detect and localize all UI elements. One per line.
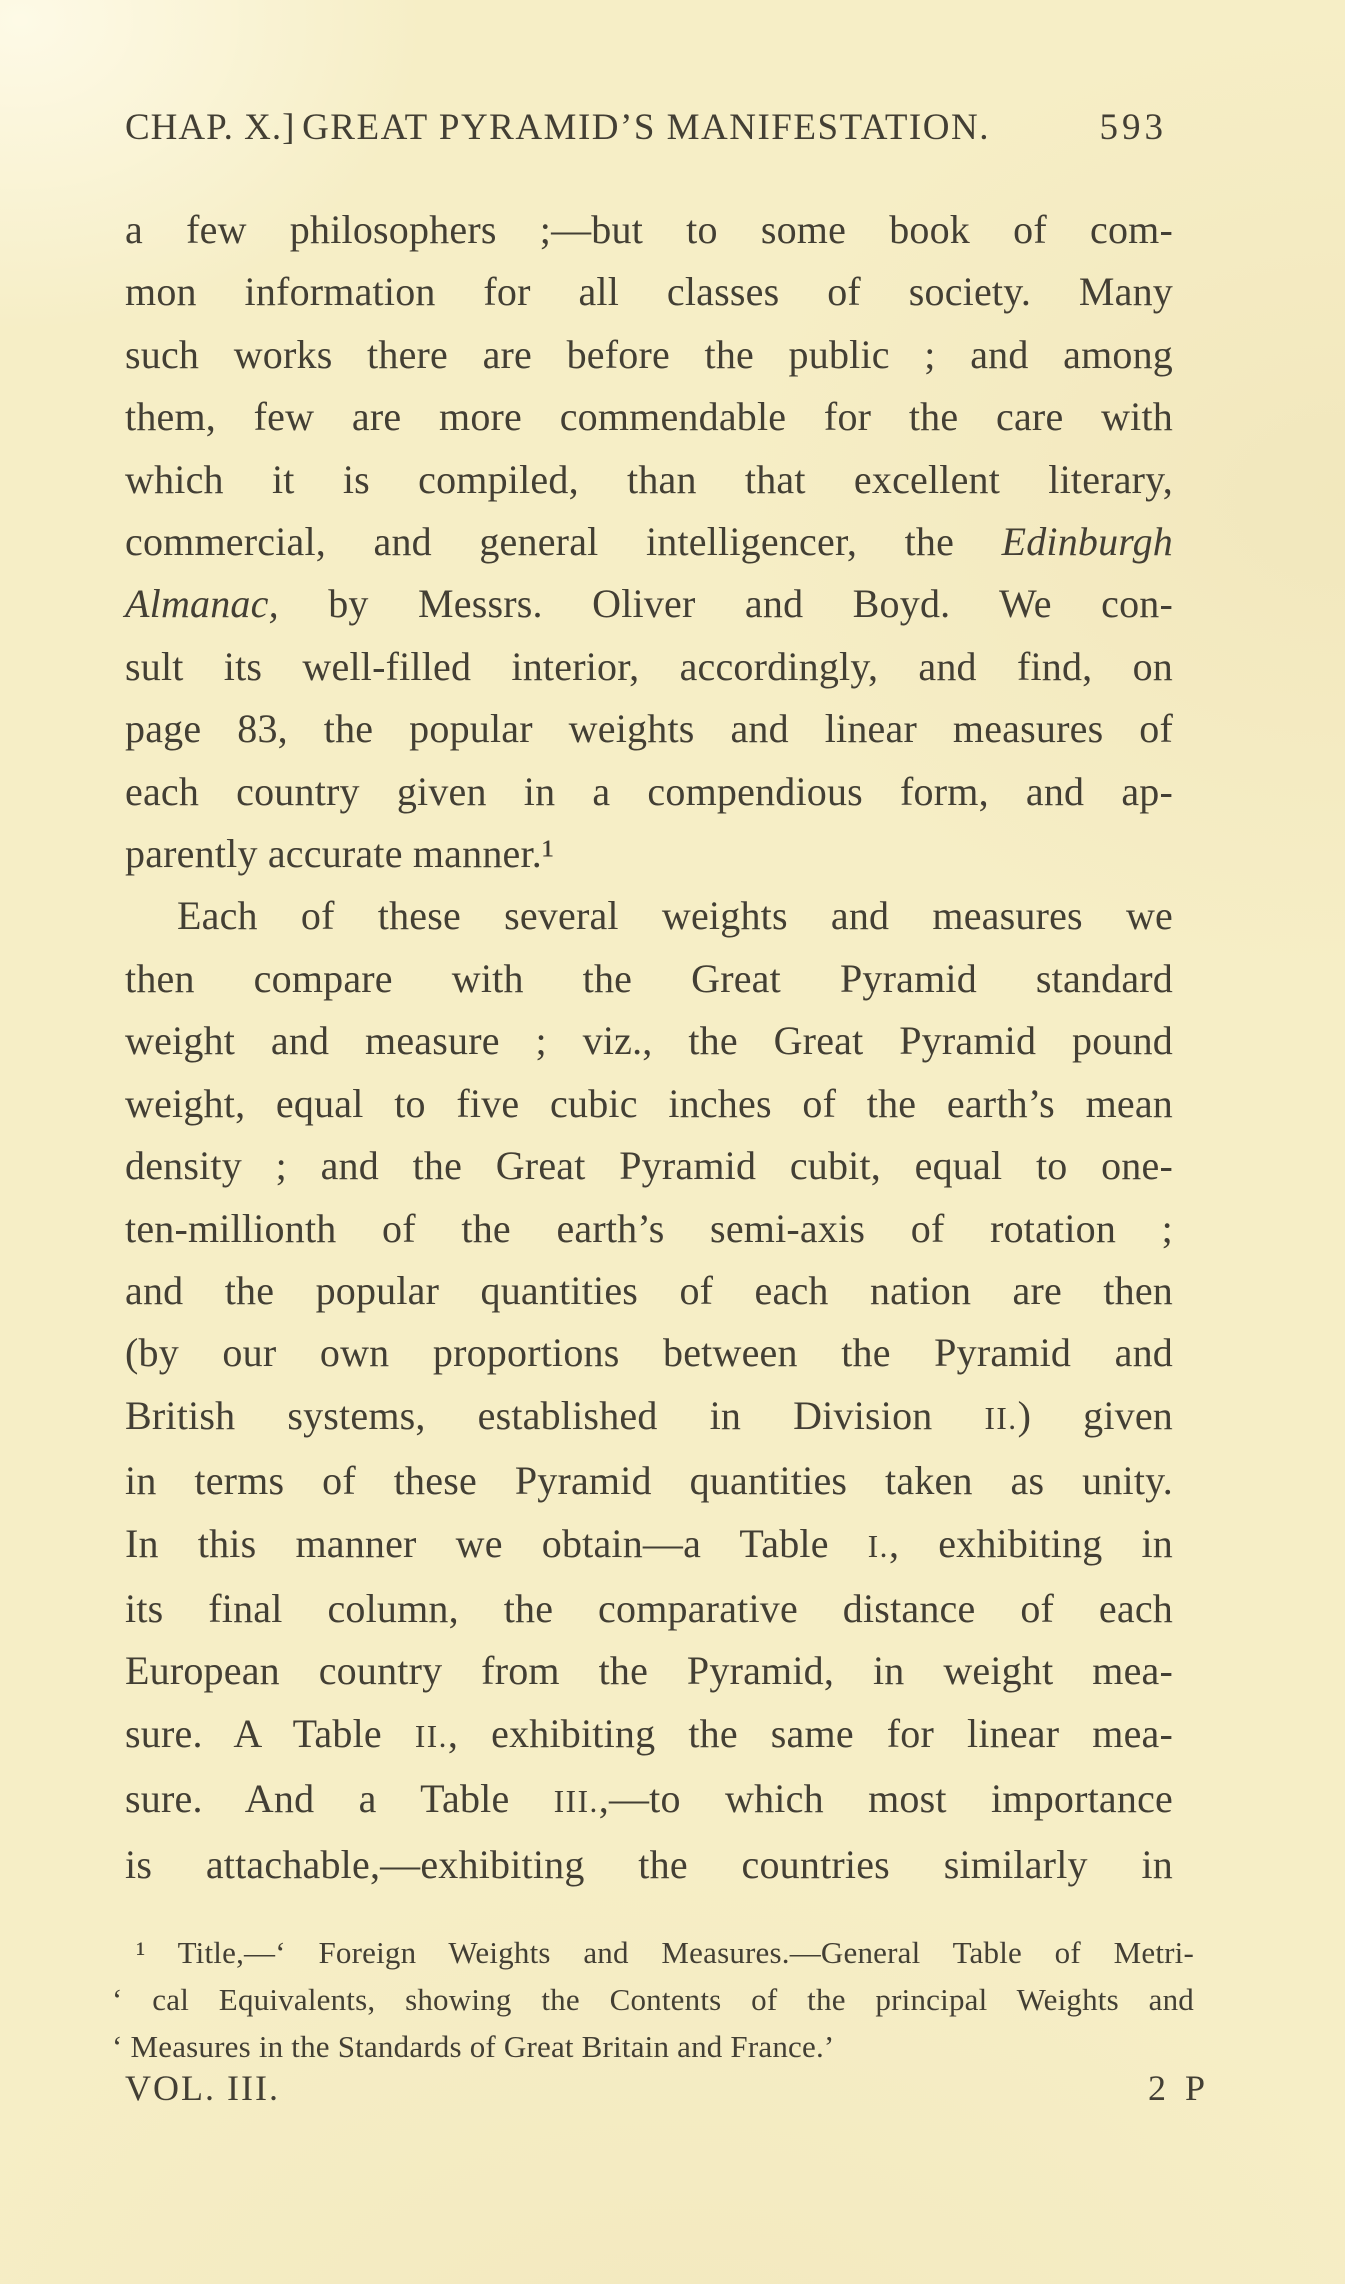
text-line: [125, 636, 1173, 698]
text-line: [125, 1703, 1173, 1768]
text-segment: density ; and the Great Pyramid cubit, equal to one-: [125, 1143, 1173, 1189]
text-segment: , exhibiting the same for linear mea-: [447, 1710, 1173, 1756]
text-segment: ‘ cal Equivalents, showing the Contents of the principal Weights and: [112, 1982, 1194, 2017]
text-line: [125, 1768, 1173, 1833]
text-segment: sult its well-filled interior, accordingly, and find, on: [125, 643, 1173, 689]
text-segment: them, few are more commendable for the care with: [125, 394, 1173, 440]
text-segment: weight and measure ; viz., the Great Pyramid pound: [125, 1018, 1173, 1064]
text-segment: and the popular quantities of each nation are then: [125, 1267, 1173, 1313]
text-line: [125, 199, 1173, 261]
page-number: 593: [1099, 107, 1167, 148]
text-segment: then compare with the Great Pyramid standard: [125, 955, 1173, 1001]
text-segment: sure. A Table: [125, 1710, 415, 1756]
text-line: [112, 2023, 1194, 2070]
text-segment: , exhibiting in: [888, 1520, 1173, 1566]
text-segment: (by our own proportions between the Pyramid and: [125, 1330, 1173, 1376]
text-segment: a few philosophers ;—but to some book of com-: [125, 207, 1173, 252]
italic-text: Almanac,: [125, 581, 279, 627]
text-segment: ) given: [1017, 1392, 1173, 1438]
text-segment: ¹ Title,—‘ Foreign Weights and Measures.—General Table of Metri-: [136, 1935, 1194, 1970]
text-segment: parently accurate manner.¹: [125, 831, 555, 877]
running-header: [125, 106, 1167, 150]
page-footer: [125, 2068, 1210, 2108]
text-line: [125, 511, 1173, 573]
small-caps-text: III.: [553, 1784, 599, 1820]
body-text: [125, 199, 1173, 1896]
text-line: [125, 698, 1173, 760]
text-line: [125, 1834, 1173, 1896]
text-segment: by Messrs. Oliver and Boyd. We con-: [278, 581, 1173, 627]
text-segment: ten-millionth of the earth’s semi-axis of rotation ;: [125, 1205, 1173, 1251]
text-segment: page 83, the popular weights and linear measures of: [125, 706, 1173, 752]
text-segment: each country given in a compendious form, and ap-: [125, 768, 1173, 814]
text-line: [125, 823, 1173, 885]
text-line: [125, 573, 1173, 635]
text-segment: such works there are before the public ; and among: [125, 331, 1173, 377]
text-line: [125, 1513, 1173, 1578]
small-caps-text: I.: [867, 1528, 889, 1564]
text-segment: weight, equal to five cubic inches of the earth’s mean: [125, 1080, 1173, 1126]
chapter-label: CHAP. X.]: [125, 107, 296, 148]
text-segment: In this manner we obtain—a Table: [125, 1520, 868, 1566]
text-segment: which it is compiled, than that excellent literary,: [125, 456, 1173, 502]
text-segment: ‘ Measures in the Standards of Great Britain and France.’: [112, 2029, 835, 2064]
text-line: [125, 1010, 1173, 1072]
text-segment: is attachable,—exhibiting the countries similarly in: [125, 1841, 1173, 1887]
text-line: [125, 948, 1173, 1010]
text-segment: its final column, the comparative distance of each: [125, 1585, 1173, 1631]
text-line: [125, 1198, 1173, 1260]
text-line: [125, 1385, 1173, 1450]
volume-label: VOL. III.: [125, 2068, 280, 2108]
text-line: [125, 1135, 1173, 1197]
text-line: [125, 1450, 1173, 1512]
text-segment: commercial, and general intelligencer, the: [125, 519, 1002, 565]
text-line: [125, 386, 1173, 448]
signature-mark: 2 P: [1147, 2068, 1210, 2108]
text-line: [125, 1640, 1173, 1702]
text-line: [125, 1578, 1173, 1640]
running-title: GREAT PYRAMID’S MANIFESTATION.: [302, 107, 990, 148]
text-line: [125, 261, 1173, 323]
text-line: [125, 449, 1173, 511]
text-line: [112, 1976, 1194, 2023]
text-line: [125, 1260, 1173, 1322]
text-segment: in terms of these Pyramid quantities taken as unity.: [125, 1458, 1173, 1504]
text-segment: ,—to which most importance: [598, 1776, 1173, 1822]
text-line: [125, 885, 1173, 947]
text-line: [125, 324, 1173, 386]
small-caps-text: II.: [414, 1718, 448, 1754]
small-caps-text: II.: [984, 1400, 1018, 1436]
text-segment: Each of these several weights and measures we: [177, 893, 1173, 939]
footnote: [112, 1929, 1194, 2070]
italic-text: Edinburgh: [1001, 519, 1173, 565]
text-segment: British systems, established in Division: [125, 1392, 985, 1438]
text-segment: sure. And a Table: [125, 1776, 554, 1822]
text-line: [112, 1929, 1194, 1976]
text-line: [125, 1073, 1173, 1135]
text-line: [125, 1322, 1173, 1384]
text-segment: European country from the Pyramid, in weight mea-: [125, 1648, 1173, 1694]
text-segment: mon information for all classes of society. Many: [125, 269, 1173, 315]
text-line: [125, 761, 1173, 823]
